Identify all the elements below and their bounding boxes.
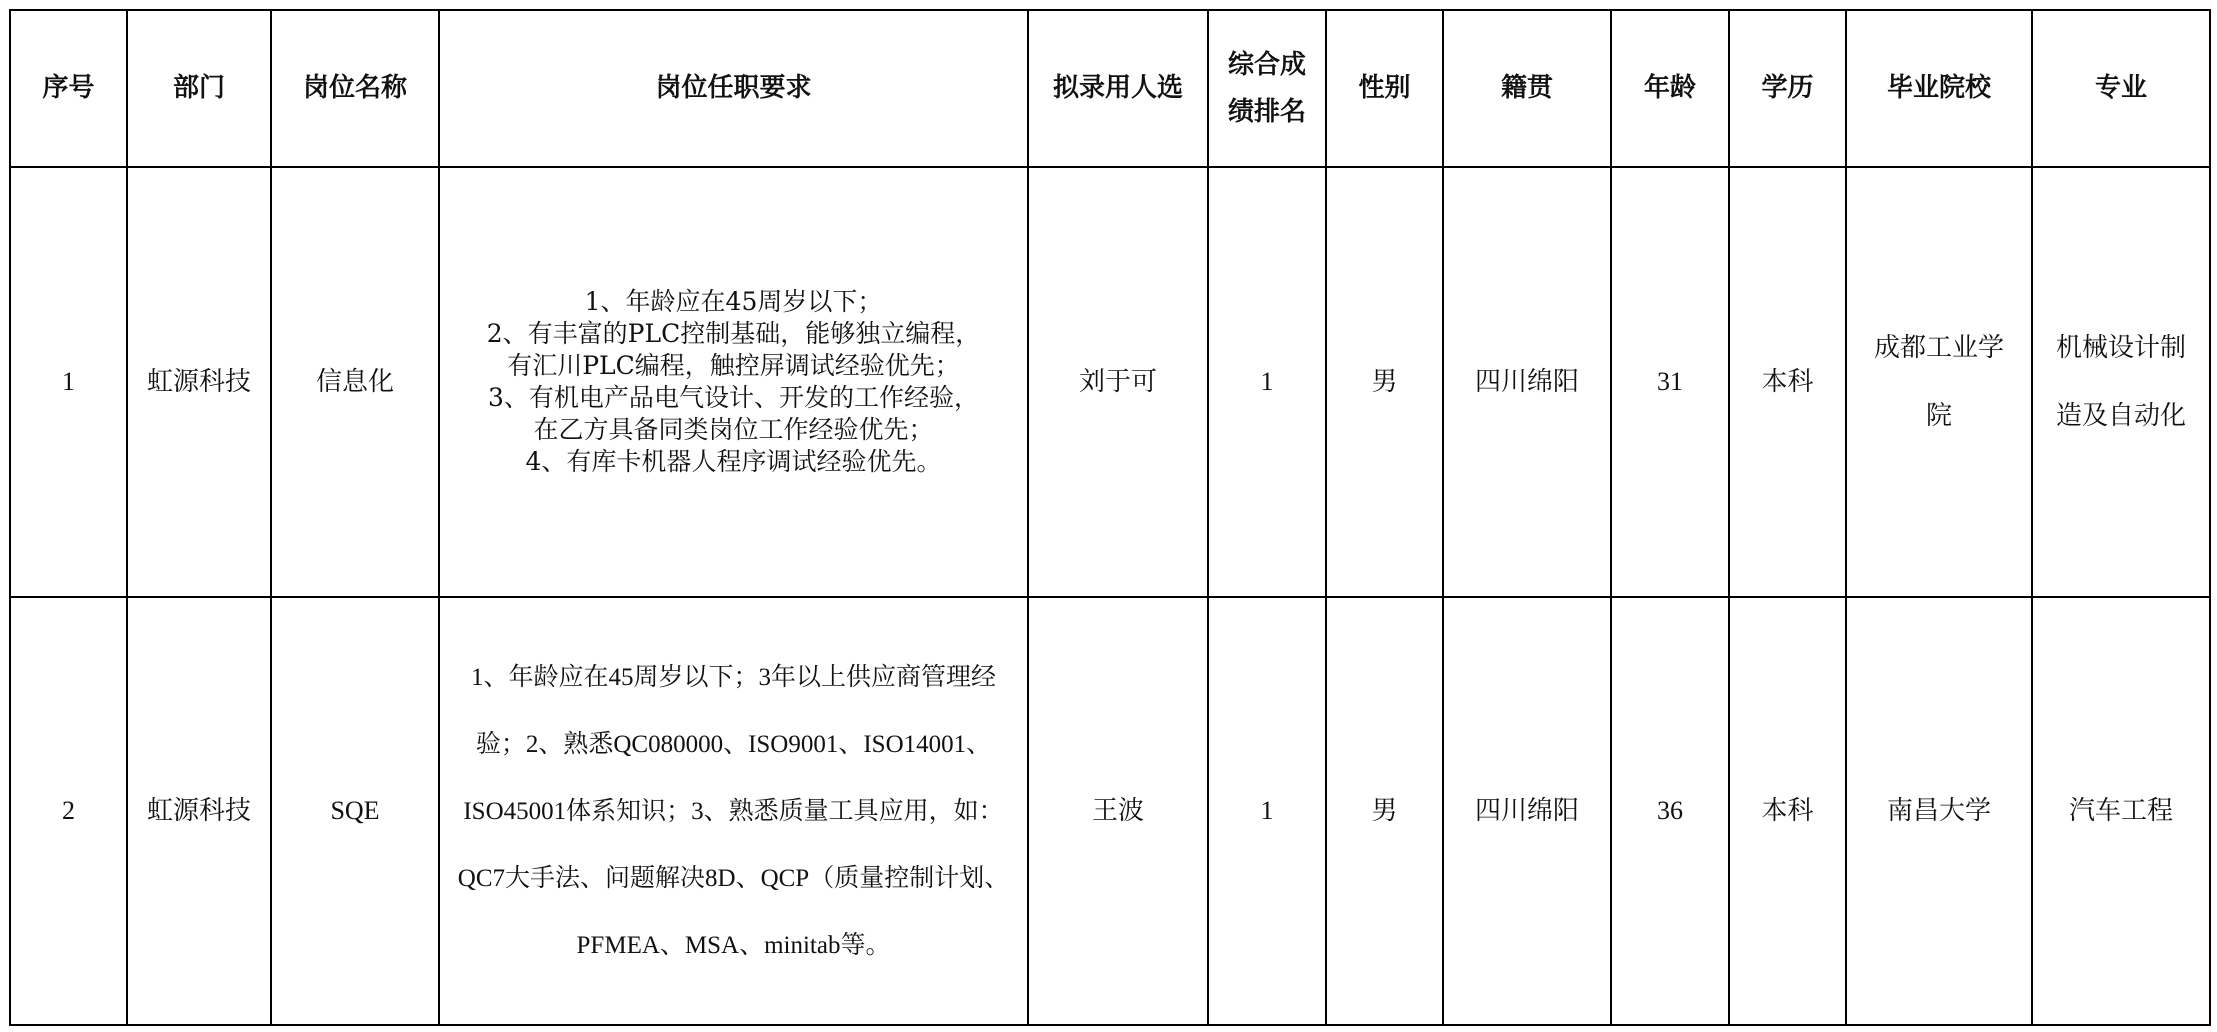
cell-requirements xyxy=(439,167,1028,597)
cell-school: 成都工业学院 xyxy=(1846,167,2032,597)
requirement-line: 4、有库卡机器人程序调试经验优先。 xyxy=(525,447,942,476)
cell-candidate: 王波 xyxy=(1028,597,1208,1025)
cell-school: 南昌大学 xyxy=(1846,597,2032,1025)
cell-age: 31 xyxy=(1611,167,1729,597)
table-row xyxy=(10,597,2210,1025)
cell-department: 虹源科技 xyxy=(127,167,271,597)
cell-major: 汽车工程 xyxy=(2032,597,2210,1025)
recruitment-table xyxy=(9,9,2211,1026)
cell-hometown: 四川绵阳 xyxy=(1443,597,1611,1025)
requirement-line: 有汇川PLC编程，触控屏调试经验优先； xyxy=(507,351,960,380)
header-gender: 性别 xyxy=(1326,10,1443,167)
requirement-line: 1、年龄应在45周岁以下； xyxy=(584,287,883,316)
cell-index: 2 xyxy=(10,597,127,1025)
cell-hometown: 四川绵阳 xyxy=(1443,167,1611,597)
header-row xyxy=(10,10,2210,167)
header-candidate: 拟录用人选 xyxy=(1028,10,1208,167)
header-hometown: 籍贯 xyxy=(1443,10,1611,167)
header-major: 专业 xyxy=(2032,10,2210,167)
header-education: 学历 xyxy=(1729,10,1846,167)
header-position: 岗位名称 xyxy=(271,10,439,167)
cell-rank: 1 xyxy=(1208,597,1326,1025)
header-requirements: 岗位任职要求 xyxy=(439,10,1028,167)
cell-education: 本科 xyxy=(1729,597,1846,1025)
cell-index: 1 xyxy=(10,167,127,597)
cell-major: 机械设计制造及自动化 xyxy=(2032,167,2210,597)
requirement-line: 3、有机电产品电气设计、开发的工作经验， xyxy=(488,383,979,412)
cell-gender: 男 xyxy=(1326,167,1443,597)
cell-age: 36 xyxy=(1611,597,1729,1025)
table-row xyxy=(10,167,2210,597)
header-age: 年龄 xyxy=(1611,10,1729,167)
header-department: 部门 xyxy=(127,10,271,167)
cell-gender: 男 xyxy=(1326,597,1443,1025)
cell-position: 信息化 xyxy=(271,167,439,597)
cell-position: SQE xyxy=(271,597,439,1025)
header-index: 序号 xyxy=(10,10,127,167)
cell-department: 虹源科技 xyxy=(127,597,271,1025)
cell-education: 本科 xyxy=(1729,167,1846,597)
header-school: 毕业院校 xyxy=(1846,10,2032,167)
cell-candidate: 刘于可 xyxy=(1028,167,1208,597)
cell-requirements: 1、年龄应在45周岁以下；3年以上供应商管理经验；2、熟悉QC080000、ISO9001、ISO14001、ISO45001体系知识；3、熟悉质量工具应用，如：QC7大手法、问题解决8D、QCP（质量控制计划、PFMEA、MSA、minitab等。 xyxy=(439,597,1028,1025)
header-rank: 综合成绩排名 xyxy=(1208,10,1326,167)
requirement-line: 在乙方具备同类岗位工作经验优先； xyxy=(533,415,934,444)
requirement-line: 2、有丰富的PLC控制基础，能够独立编程， xyxy=(486,319,981,348)
cell-rank: 1 xyxy=(1208,167,1326,597)
